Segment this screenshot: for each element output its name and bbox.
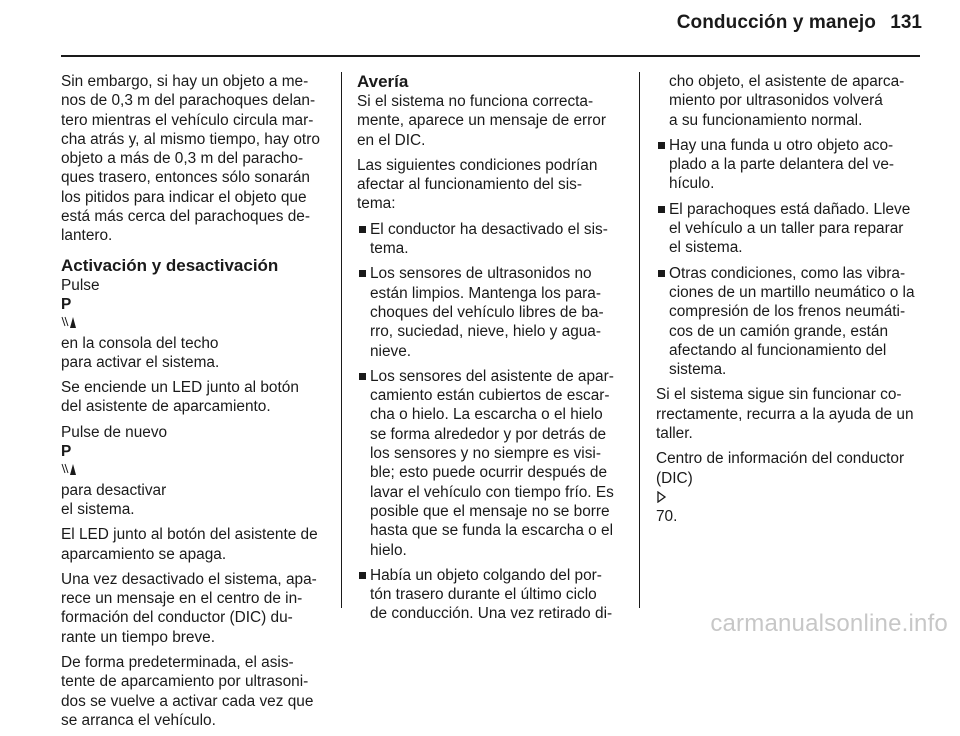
- header-divider: [61, 55, 920, 57]
- led-off-paragraph: El LED junto al botón del asistente de aparcamiento se apaga.: [61, 526, 318, 563]
- deactivation-paragraph: Pulse de nuevo P para desactivar el sistema.: [61, 423, 327, 519]
- list-item: Los sensores del asistente de apar- camiento están cubiertos de escar- cha o hielo. La escarcha o el hielo se forma alrededor y por detrás de los sensores y no siempre es visi- ble; esto puede ocurrir después de lavar el vehículo con tiempo frío. Es posible que el mensaje no se borre hasta que se funda la escarcha o el hielo.: [357, 367, 625, 560]
- watermark: carmanualsonline.info: [710, 610, 948, 637]
- list-item: Hay una funda u otro objeto aco- plado a la parte delantera del ve- hículo.: [656, 136, 924, 194]
- heading-activation: Activación y desactivación: [61, 255, 279, 275]
- heading-fault: Avería: [357, 72, 409, 91]
- page-number: 131: [890, 12, 922, 33]
- list-item-continued: cho objeto, el asistente de aparca- miento por ultrasonidos volverá a su funcionamiento normal.: [669, 73, 905, 129]
- intro-paragraph: Sin embargo, si hay un objeto a me- nos de 0,3 m del parachoques delan- tero mientras el vehículo circula mar- cha atrás y, al mismo tiempo, hay otro objeto a más de 0,3 m del paracho- ques trasero, entonces sólo sonarán los pitidos para indicar el objeto que está más cerca del parachoques de- lantero.: [61, 73, 320, 245]
- page-reference-arrow-icon: [656, 488, 924, 507]
- list-item: El parachoques está dañado. Lleve el vehículo a un taller para reparar el sistema.: [656, 200, 924, 258]
- dic-message-paragraph: Una vez desactivado el sistema, apa- rece un mensaje en el centro de in- formación del conductor (DIC) du- rante un tiempo breve.: [61, 570, 317, 646]
- still-failing-paragraph: Si el sistema sigue sin funcionar co- rrectamente, recurra a la ayuda de un taller.: [656, 386, 914, 443]
- page-reference-link[interactable]: 70.: [656, 508, 678, 526]
- parking-assist-icon: P: [61, 295, 327, 334]
- column-divider: [341, 72, 342, 608]
- activation-paragraph: Pulse P en la consola del techo para activar el sistema.: [61, 276, 327, 372]
- list-item: Otras condiciones, como las vibra- ciones de un martillo neumático o la compresión de los frenos neumáti- cos de un camión grande, están afectando al funcionamiento del sistema.: [656, 264, 924, 380]
- column-1: [61, 72, 327, 736]
- parking-assist-icon: P: [61, 442, 327, 481]
- list-item: Había un objeto colgando del por- tón trasero durante el último ciclo de conducción. Una vez retirado di-: [357, 566, 625, 624]
- fault-paragraph: Si el sistema no funciona correcta- mente, aparece un mensaje de error en el DIC.: [357, 93, 606, 149]
- column-3: [656, 72, 924, 533]
- column-divider: [639, 72, 640, 608]
- list-item: El conductor ha desactivado el sis- tema.: [357, 220, 625, 259]
- column-2: [357, 72, 625, 630]
- list-item: Los sensores de ultrasonidos no están limpios. Mantenga los para- choques del vehículo libres de ba- rro, suciedad, nieve, hielo y agua- nieve.: [357, 264, 625, 360]
- dic-reference-paragraph: Centro de información del conductor (DIC) 70.: [656, 449, 924, 526]
- section-title: Conducción y manejo: [676, 12, 876, 33]
- page-header: [0, 0, 960, 60]
- led-paragraph: Se enciende un LED junto al botón del asistente de aparcamiento.: [61, 379, 299, 416]
- conditions-paragraph: Las siguientes condiciones podrían afectar al funcionamiento del sis- tema:: [357, 156, 598, 213]
- default-paragraph: De forma predeterminada, el asis- tente de aparcamiento por ultrasoni- dos se vuelve a activar cada vez que se arranca el vehículo.: [61, 654, 314, 729]
